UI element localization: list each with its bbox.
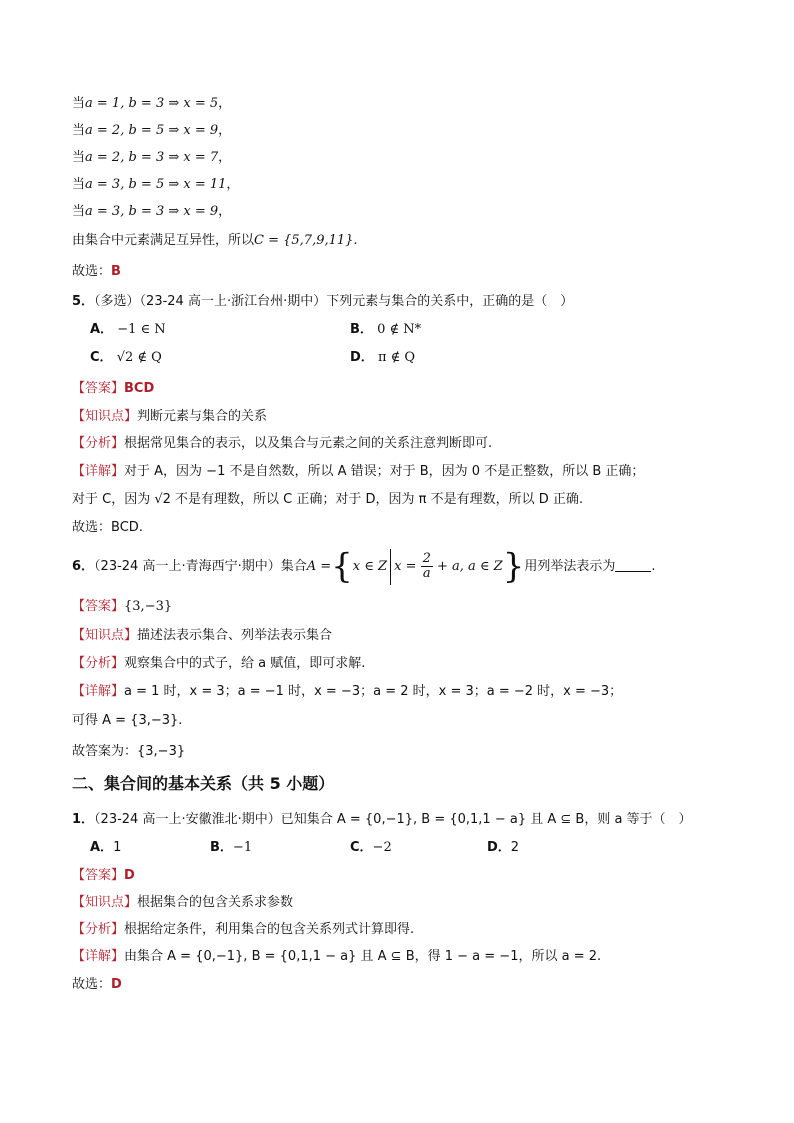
case-prefix: 当 (72, 204, 86, 219)
question-text: （23-24 高一上·青海西宁·期中）集合 (94, 559, 307, 574)
summary-text: 由集合中元素满足互异性，所以 (72, 233, 255, 248)
choice-value: B (111, 264, 121, 279)
case-line (72, 148, 231, 168)
option-label: D． (350, 350, 374, 365)
summary-end: . (353, 233, 358, 248)
knowledge-point-tag: 【知识点】 (72, 628, 138, 643)
detail-line (72, 682, 622, 702)
case-prefix: 当 (72, 177, 86, 192)
option-d (350, 348, 415, 368)
case-math: a = 2, b = 5 ⇒ x = 9 (85, 123, 219, 138)
choice-label: 故选： (72, 977, 112, 992)
final-answer-text: 故答案为：{3,−3} (72, 744, 186, 759)
set-lhs: A = (306, 559, 332, 574)
answer-value: D (124, 868, 135, 883)
section-heading (72, 774, 334, 794)
knowledge-point-tag: 【知识点】 (72, 895, 138, 910)
detail-text: 对于 A，因为 −1 不是自然数，所以 A 错误；对于 B，因为 0 不是正整数，所以 B 正确； (124, 464, 645, 479)
case-punct: ， (218, 150, 232, 165)
option-label: C． (350, 840, 373, 855)
option-value: −1 (232, 840, 253, 855)
left-brace: { (331, 546, 353, 587)
case-punct: ， (218, 96, 232, 111)
option-label: C． (90, 350, 113, 365)
option-label: B． (210, 840, 233, 855)
option-a (90, 320, 166, 340)
case-line (72, 202, 231, 222)
case-prefix: 当 (72, 123, 86, 138)
question-number: 6． (72, 559, 95, 574)
right-brace: } (502, 546, 525, 587)
knowledge-point-text: 根据集合的包含关系求参数 (137, 895, 294, 910)
choice-value: D (111, 977, 122, 992)
option-label: D． (487, 840, 511, 855)
summary-math: C = {5,7,9,11} (254, 233, 354, 248)
option-math: √2 ∉ Q (116, 350, 162, 365)
section2-question-1-stem (72, 810, 692, 830)
result-line (72, 711, 182, 731)
option-c (350, 838, 392, 858)
knowledge-point-line (72, 407, 267, 427)
case-math: a = 3, b = 5 ⇒ x = 11 (85, 177, 227, 192)
set-condition: + a, a ∈ Z (436, 559, 503, 574)
set-bar (390, 549, 391, 585)
case-punct: ， (218, 204, 232, 219)
detail-text: a = 1 时，x = 3；a = −1 时，x = −3；a = 2 时，x = 3；a = −2 时，x = −3； (124, 684, 623, 699)
final-answer-line (72, 742, 185, 762)
knowledge-point-text: 判断元素与集合的关系 (137, 409, 268, 424)
choice-line (72, 975, 122, 995)
case-line (72, 94, 231, 114)
question-text: （23-24 高一上·安徽淮北·期中）已知集合 A = {0,−1}, B = {0,1,1 − a} 且 A ⊆ B，则 a 等于（ ） (94, 812, 692, 827)
fraction-denominator: a (421, 566, 433, 581)
option-d (487, 838, 519, 858)
set-condition: x = (394, 559, 417, 574)
analysis-tag: 【分析】 (72, 436, 125, 451)
detail-tag: 【详解】 (72, 464, 125, 479)
answer-tag: 【答案】 (72, 381, 125, 396)
case-math: a = 1, b = 3 ⇒ x = 5 (85, 96, 219, 111)
option-c (90, 348, 162, 368)
detail-text: 对于 C，因为 √2 不是有理数，所以 C 正确；对于 D，因为 π 不是有理数，所以 D 正确. (72, 492, 584, 507)
knowledge-point-line (72, 626, 332, 646)
option-value: −2 (372, 840, 392, 855)
option-b (350, 320, 421, 340)
option-value: 2 (510, 840, 520, 855)
choice-text: 故选：BCD. (72, 520, 143, 535)
answer-line (72, 597, 172, 617)
case-punct: ， (218, 123, 232, 138)
option-math: −1 ∈ N (117, 322, 166, 337)
question-number: 5． (72, 294, 95, 309)
option-a (90, 838, 121, 858)
question-text: （多选）（23-24 高一上·浙江台州·期中）下列元素与集合的关系中，正确的是（ ） (94, 294, 574, 309)
option-label: B． (350, 322, 373, 337)
answer-value: {3,−3} (124, 599, 173, 614)
analysis-tag: 【分析】 (72, 656, 125, 671)
analysis-line (72, 434, 492, 454)
analysis-line (72, 654, 365, 674)
case-prefix: 当 (72, 150, 86, 165)
question-6-stem (72, 548, 656, 586)
question-end: . (651, 559, 656, 574)
set-element: x ∈ Z (352, 559, 388, 574)
knowledge-point-text: 描述法表示集合、列举法表示集合 (137, 628, 333, 643)
detail-tag: 【详解】 (72, 684, 125, 699)
option-b (210, 838, 252, 858)
result-text: 可得 A = {3,−3}. (72, 713, 183, 728)
analysis-tag: 【分析】 (72, 922, 125, 937)
analysis-text: 观察集合中的式子，给 a 赋值，即可求解. (124, 656, 366, 671)
detail-text: 由集合 A = {0,−1}, B = {0,1,1 − a} 且 A ⊆ B，得 1 − a = −1，所以 a = 2. (124, 949, 602, 964)
choice-label: 故选： (72, 264, 112, 279)
detail-line (72, 947, 601, 967)
option-label: A． (90, 840, 114, 855)
analysis-text: 根据常见集合的表示，以及集合与元素之间的关系注意判断即可. (124, 436, 493, 451)
case-punct: ， (226, 177, 240, 192)
case-line (72, 121, 231, 141)
answer-line (72, 866, 135, 886)
knowledge-point-line (72, 893, 293, 913)
case-line (72, 175, 239, 195)
case-math: a = 3, b = 3 ⇒ x = 9 (85, 204, 219, 219)
answer-tag: 【答案】 (72, 868, 125, 883)
case-prefix: 当 (72, 96, 86, 111)
option-math: π ∉ Q (377, 350, 416, 365)
choice-line (72, 518, 143, 538)
question-tail: 用列举法表示为 (524, 559, 616, 574)
answer-tag: 【答案】 (72, 599, 125, 614)
option-value: 1 (113, 840, 122, 855)
answer-blank (615, 557, 651, 572)
fraction-numerator: 2 (422, 551, 431, 566)
detail-tag: 【详解】 (72, 949, 125, 964)
answer-value: BCD (124, 381, 155, 396)
question-5-stem (72, 292, 573, 312)
summary-line (72, 231, 358, 251)
fraction (421, 552, 433, 581)
answer-line (72, 379, 154, 399)
prev-choice-line (72, 262, 121, 282)
question-number: 1． (72, 812, 95, 827)
analysis-text: 根据给定条件，利用集合的包含关系列式计算即得. (124, 922, 415, 937)
knowledge-point-tag: 【知识点】 (72, 409, 138, 424)
analysis-line (72, 920, 414, 940)
option-label: A． (90, 322, 114, 337)
section-title: 二、集合间的基本关系（共 5 小题） (72, 774, 335, 793)
detail-line (72, 462, 644, 482)
detail-line (72, 490, 583, 510)
option-math: 0 ∉ N* (377, 322, 422, 337)
case-math: a = 2, b = 3 ⇒ x = 7 (85, 150, 219, 165)
